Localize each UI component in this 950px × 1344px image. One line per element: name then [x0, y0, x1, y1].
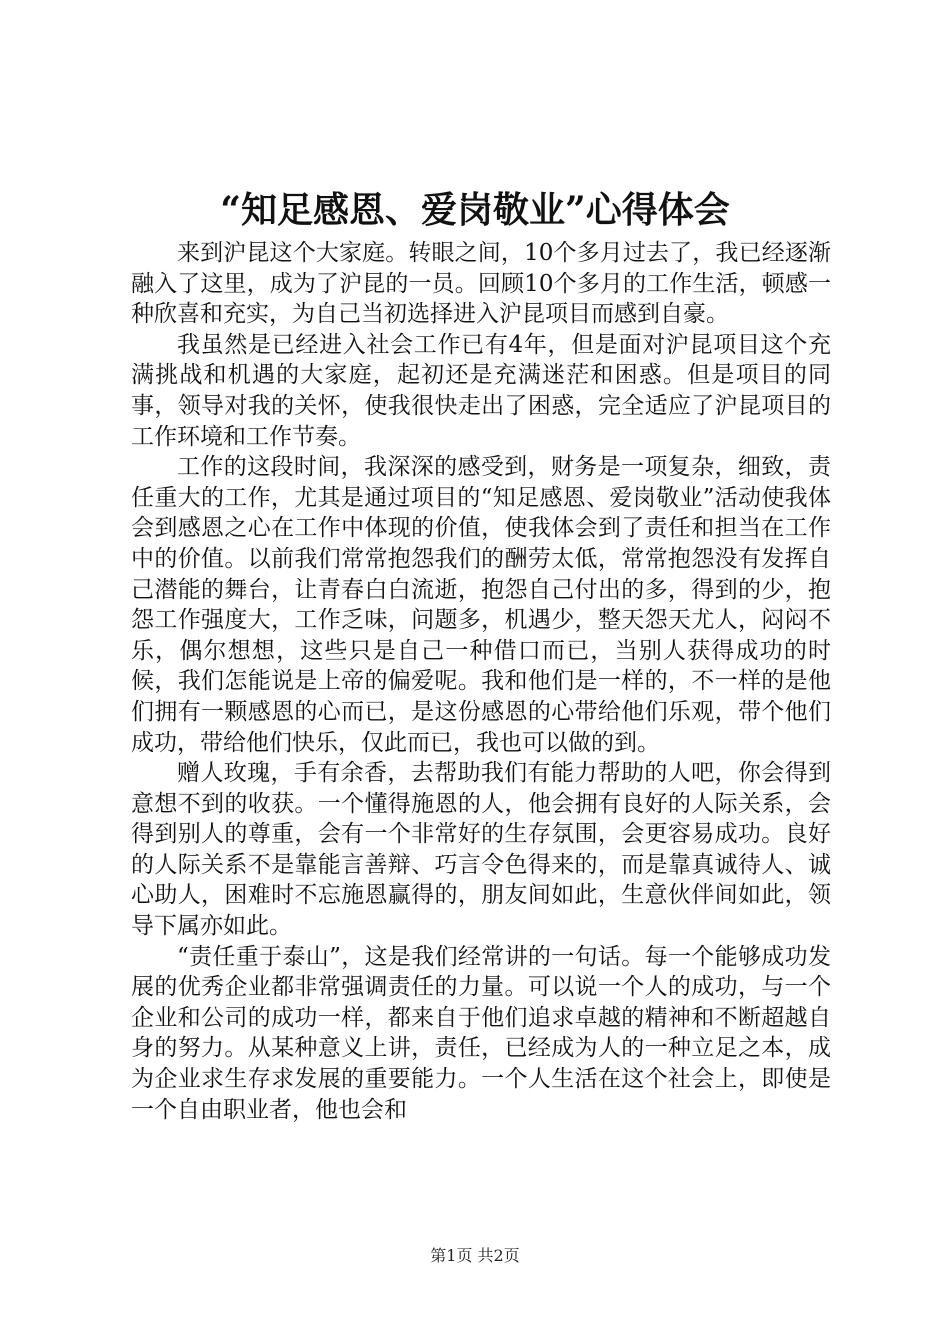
- page-number-footer: 第1页 共2页: [430, 1246, 520, 1265]
- paragraph-1: 来到沪昆这个大家庭。转眼之间，10个多月过去了，我已经逐渐融入了这里，成为了沪昆的一员。回顾10个多月的工作生活，顿感一种欣喜和充实，为自己当初选择进入沪昆项目而感到自豪。: [131, 240, 831, 328]
- document-title: “知足感恩、爱岗敬业”心得体会: [220, 189, 730, 231]
- paragraph-5: “责任重于泰山”，这是我们经常讲的一句话。每一个能够成功发展的优秀企业都非常强调责任的力量。可以说一个人的成功，与一个企业和公司的成功一样，都来自于他们追求卓越的精神和不断超越自身的努力。从某种意义上讲，责任，已经成为人的一种立足之本，成为企业求生存求发展的重要能力。一个人生活在这个社会上，即使是一个自由职业者，他也会和: [131, 943, 831, 1123]
- paragraph-3: 工作的这段时间，我深深的感受到，财务是一项复杂，细致，责任重大的工作，尤其是通过项目的“知足感恩、爱岗敬业”活动使我体会到感恩之心在工作中体现的价值，使我体会到了责任和担当在工作中的价值。以前我们常常抱怨我们的酬劳太低，常常抱怨没有发挥自己潜能的舞台，让青春白白流逝，抱怨自己付出的多，得到的少，抱怨工作强度大，工作乏味，问题多，机遇少，整天怨天尤人，闷闷不乐，偶尔想想，这些只是自己一种借口而已，当别人获得成功的时候，我们怎能说是上帝的偏爱呢。我和他们是一样的，不一样的是他们拥有一颗感恩的心而已，是这份感恩的心带给他们乐观，带个他们成功，带给他们快乐，仅此而已，我也可以做的到。: [131, 454, 831, 756]
- paragraph-4: 赠人玫瑰，手有余香，去帮助我们有能力帮助的人吧，你会得到意想不到的收获。一个懂得施恩的人，他会拥有良好的人际关系，会得到别人的尊重，会有一个非常好的生存氛围，会更容易成功。良好的人际关系不是靠能言善辩、巧言令色得来的，而是靠真诚待人、诚心助人，困难时不忘施恩赢得的，朋友间如此，生意伙伴间如此，领导下属亦如此。: [131, 760, 831, 940]
- paragraph-2: 我虽然是已经进入社会工作已有4年，但是面对沪昆项目这个充满挑战和机遇的大家庭，起初还是充满迷茫和困惑。但是项目的同事，领导对我的关怀，使我很快走出了困惑，完全适应了沪昆项目的工作环境和工作节奏。: [131, 331, 831, 450]
- document-body: [131, 238, 831, 1125]
